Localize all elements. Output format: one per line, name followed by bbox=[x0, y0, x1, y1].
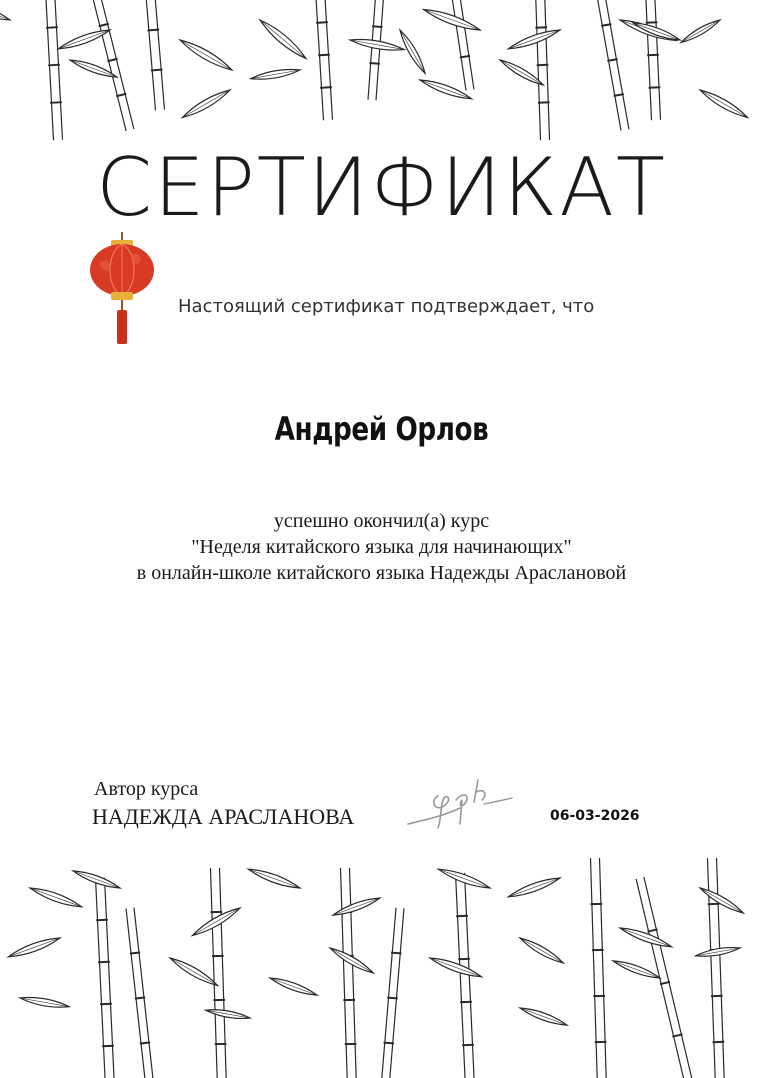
author-name: НАДЕЖДА АРАСЛАНОВА bbox=[92, 804, 355, 829]
certificate-title: СЕРТИФИКАТ bbox=[96, 141, 667, 234]
body-line-school: в онлайн-школе китайского языка Надежды Араслановой bbox=[136, 562, 627, 584]
chinese-lantern-icon bbox=[86, 232, 158, 348]
certificate-subtitle: Настоящий сертификат подтверждает, что bbox=[178, 296, 595, 317]
certificate-body bbox=[0, 508, 763, 586]
recipient-name: Андрей Орлов bbox=[274, 410, 489, 448]
signature-image bbox=[404, 772, 516, 834]
body-line-course-name: "Неделя китайского языка для начинающих" bbox=[191, 536, 572, 558]
bamboo-bottom-decoration bbox=[0, 848, 763, 1078]
author-label: Автор курса bbox=[94, 778, 199, 800]
body-line-completion: успешно окончил(а) курс bbox=[273, 510, 490, 532]
certificate-date: 06-03-2026 bbox=[550, 808, 640, 824]
bamboo-top-decoration bbox=[0, 0, 763, 150]
